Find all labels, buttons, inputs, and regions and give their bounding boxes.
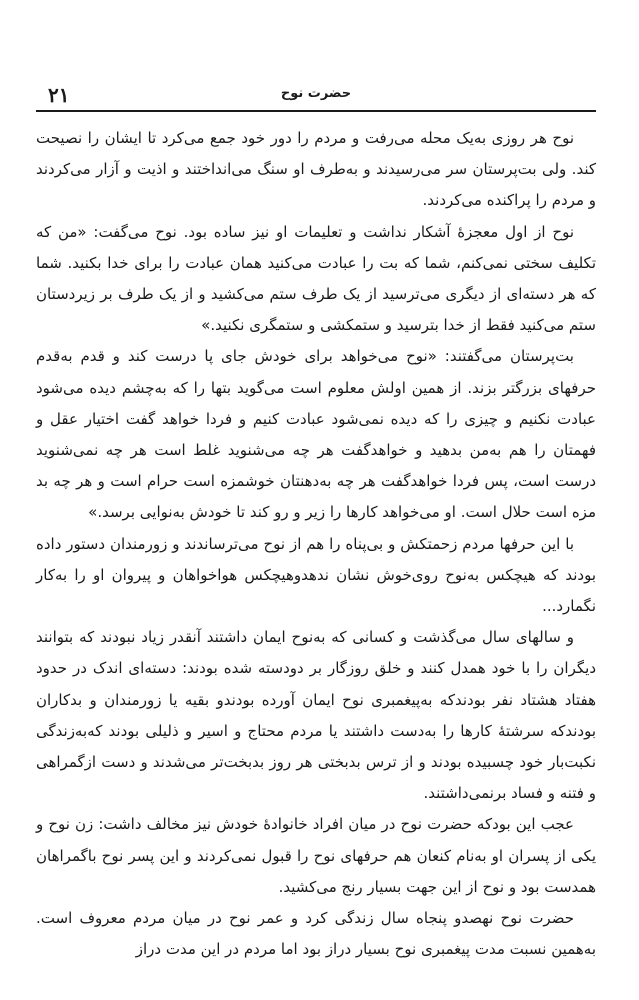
running-title: حضرت نوح <box>280 86 352 101</box>
paragraph: و سالهای سال می‌گذشت و کسانی که به‌نوح ایمان داشتند آنقدر زیاد نبودند که بتوانند دیگران را با خود همدل کنند و خلق روزگار بر دودسته شده بودند: دسته‌ای اندک در حدود هفتاد هشتاد نفر بودندکه به‌پیغمبری نوح ایمان آورده بودندو بقیه یا زورمندان و بدکاران بودندکه سرشتهٔ کارها را به‌دست داشتند یا مردم محتاج و اسیر و ذلیلی بودند که‌به‌زندگی نکبت‌بار خود چسبیده بودند و از ترس بدبختی هر روز بدبخت‌تر می‌شدند و دست ازگمراهی و فتنه و فساد برنمی‌داشتند. <box>36 628 596 803</box>
paragraph: با این حرفها مردم زحمتکش و بی‌پناه را هم از نوح می‌ترساندند و زورمندان دستور داده بودند که هیچکس به‌نوح روی‌خوش نشان ندهدوهیچکس هواخواهان و پیروان او را به‌کار نگمارد... <box>36 534 596 616</box>
paragraph: نوح از اول معجزهٔ آشکار نداشت و تعلیمات او نیز ساده بود. نوح می‌گفت: «من که تکلیف سختی نمی‌کنم، شما که بت را عبادت می‌کنید همان عبادت را برای خدا بکنید. شما که هر دسته‌ای از دیگری می‌ترسید از یک طرف ستم می‌کشید و از یک طرف بر زیردستان ستم می‌کنید فقط از خدا بترسید و ستمکشی و ستمگری نکنید.» <box>36 222 596 335</box>
page-header <box>36 80 596 110</box>
paragraph: حضرت نوح نهصدو پنجاه سال زندگی کرد و عمر نوح در میان مردم معروف است. به‌همین نسبت مدت پیغمبری نوح بسیار دراز بود اما مردم در این مدت دراز <box>36 909 596 959</box>
paragraph: نوح هر روزی به‌یک محله می‌رفت و مردم را دور خود جمع می‌کرد تا ایشان را نصیحت کند. ولی بت‌پرستان سر می‌رسیدند و به‌طرف او سنگ می‌انداختند و اذیت و آزار می‌کردند و مردم را پراکنده می‌کردند. <box>36 129 596 210</box>
body-text <box>36 123 596 965</box>
header-rule <box>36 110 596 112</box>
paragraph: بت‌پرستان می‌گفتند: «نوح می‌خواهد برای خودش جای پا درست کند و قدم به‌قدم حرفهای بزرگتر بزند. از همین اولش معلوم است می‌گوید بتها را که به‌چشم دیده می‌شود عبادت نکنیم و چیزی را که دیده نمی‌شود عبادت کنیم و فردا خواهد گفت اختیار عقل و فهمتان را هم به‌من بدهید و خواهدگفت هر چه می‌شنوید غلط است هر چه نمی‌شنوید درست است، پس فردا خواهدگفت هر چه به‌دهنتان خوشمزه است حرام است و هر چه بد مزه است حلال است. او می‌خواهد کارها را زیر و رو کند تا خودش به‌نوایی برسد.» <box>36 347 596 522</box>
page-number: ۲۱ <box>48 83 70 107</box>
paragraph: عجب این بودکه حضرت نوح در میان افراد خانوادهٔ خودش نیز مخالف داشت: زن نوح و یکی از پسران او به‌نام کنعان هم حرفهای نوح را قبول نمی‌کردند و این پسر نوح باگمراهان همدست بود و نوح از این جهت بسیار رنج می‌کشید. <box>36 815 596 896</box>
